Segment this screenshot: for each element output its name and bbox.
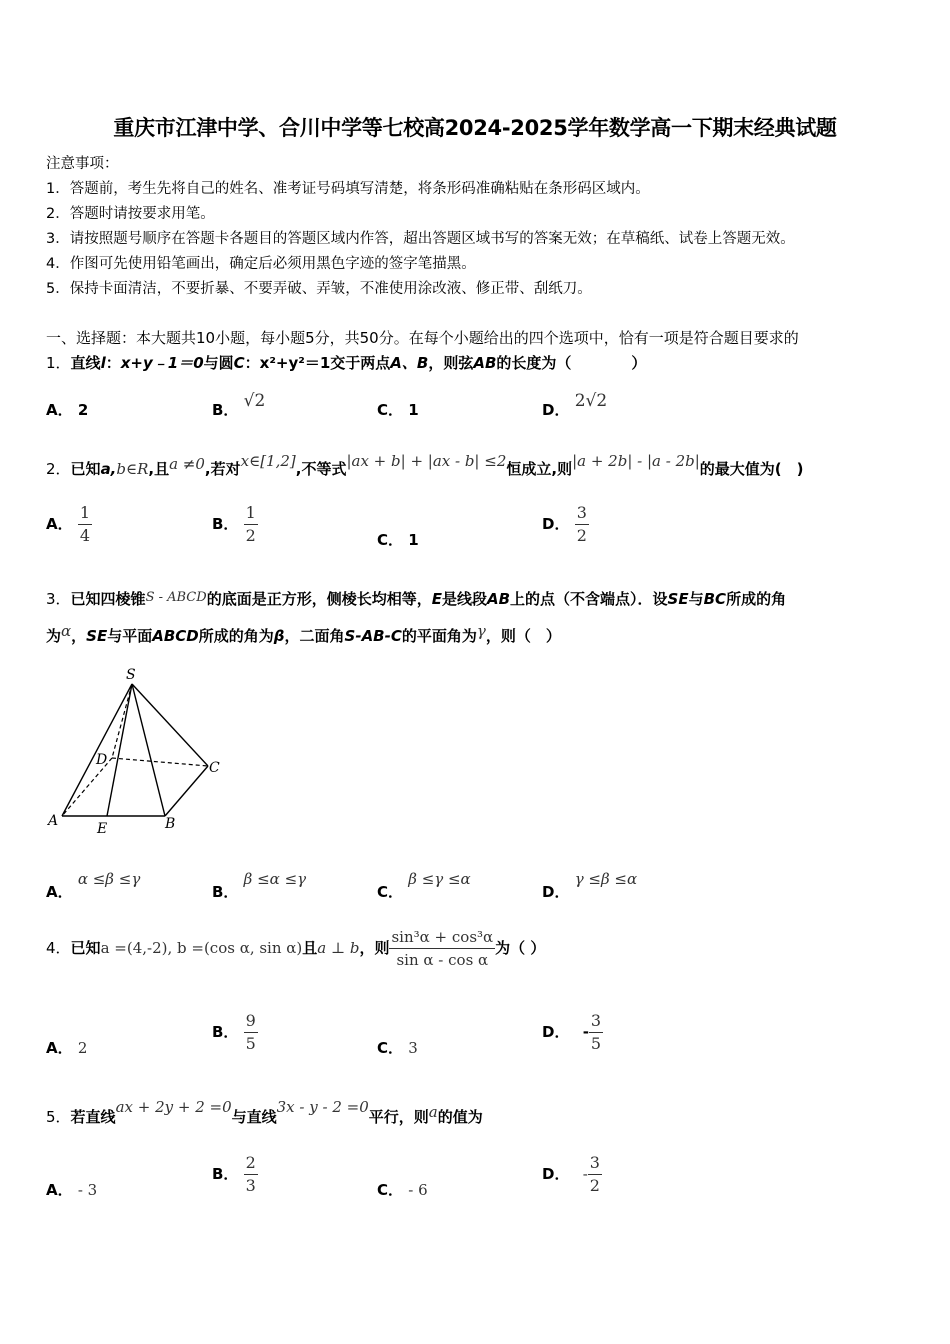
q1-text: 与圆 xyxy=(203,354,234,372)
question-3 xyxy=(46,588,786,609)
q4-option-d[interactable]: D． - $\frac{3}{5}$ xyxy=(542,1011,602,1053)
label-C: C xyxy=(209,760,220,776)
q3-text: 上的点（不含端点）．设 xyxy=(510,590,668,608)
q3-var: ABCD xyxy=(152,627,199,645)
question-number: 4． xyxy=(46,939,71,957)
q2-option-b[interactable]: B． $\frac{1}{2}$ xyxy=(212,503,256,545)
q3-option-a[interactable]: A． α ≤β ≤γ xyxy=(46,870,141,901)
q2-math: x∈[1,2] xyxy=(240,452,296,470)
q2-expression: |a + 2b| - |a - 2b| xyxy=(572,452,700,470)
note-item: 3．请按照题号顺序在答题卡各题目的答题区域内作答，超出答题区域书写的答案无效；在草稿纸、试卷上答题无效。 xyxy=(46,231,795,247)
q4-option-a[interactable]: A． 2 xyxy=(46,1039,88,1057)
q3-text: 所成的角 xyxy=(726,590,787,608)
q4-option-c[interactable]: C． 3 xyxy=(377,1039,418,1057)
q1-line-equation: x+y﹣1＝0 xyxy=(120,354,204,372)
edge-DC-hidden xyxy=(112,758,208,766)
question-3-line-2 xyxy=(46,622,561,646)
q3-text: 与平面 xyxy=(107,627,153,645)
q1-circle-equation: ：x²+y²＝1 xyxy=(244,354,331,372)
page-title: 重庆市江津中学、合川中学等七校高2024-2025学年数学高一下期末经典试题 xyxy=(113,116,837,140)
edge-SB xyxy=(132,684,165,816)
edge-SC xyxy=(132,684,208,766)
q2-math: a ≠0 xyxy=(169,455,205,473)
q1-text: ： xyxy=(105,354,121,372)
q1-chord: AB xyxy=(473,354,497,372)
q5-text: 平行，则 xyxy=(368,1108,429,1126)
q2-inequality: |ax + b| + |ax - b| ≤2 xyxy=(346,452,507,470)
note-item: 4．作图可先使用铅笔画出，确定后必须用黑色字迹的签字笔描黑。 xyxy=(46,256,476,272)
q1-text: 交于两点 xyxy=(330,354,391,372)
q3-option-b[interactable]: B． β ≤α ≤γ xyxy=(212,870,307,901)
question-number: 5． xyxy=(46,1108,71,1126)
q2-text: ,不等式 xyxy=(295,460,347,478)
edge-SA xyxy=(62,684,132,816)
q4-perpendicular: a ⊥ b xyxy=(317,939,360,957)
edge-SD-hidden xyxy=(112,684,132,758)
q5-line-2: 3x - y - 2 =0 xyxy=(276,1098,369,1116)
question-2 xyxy=(46,452,804,479)
label-B: B xyxy=(165,816,176,832)
q1-option-d[interactable]: D． 2√2 xyxy=(542,391,608,419)
q3-text: ， xyxy=(71,627,87,645)
q1-text: 直线 xyxy=(70,354,101,372)
q2-math: b∈R xyxy=(116,460,149,478)
q3-text: ，则（ ） xyxy=(485,627,561,645)
q3-text: 已知四棱锥 xyxy=(70,590,146,608)
question-5 xyxy=(46,1098,483,1127)
notes-heading: 注意事项： xyxy=(46,156,119,172)
q3-text: ，二面角 xyxy=(284,627,345,645)
q3-text: 是线段 xyxy=(441,590,487,608)
q5-option-d[interactable]: D． - $\frac{3}{2}$ xyxy=(542,1153,600,1195)
q4-text: ，则 xyxy=(359,939,390,957)
q3-var: SE xyxy=(86,627,108,645)
q3-angle: β xyxy=(273,627,285,645)
q3-text: 所成的角为 xyxy=(198,627,274,645)
edge-BC xyxy=(165,766,208,816)
q3-option-c[interactable]: C． β ≤γ ≤α xyxy=(377,870,471,901)
q2-option-d[interactable]: D． $\frac{3}{2}$ xyxy=(542,503,587,545)
q1-text: 的长度为（ ） xyxy=(496,354,647,372)
q4-fraction: $\frac{\text{sin³α + cos³α}}{\text{sin α - cos α}}$ xyxy=(391,928,494,969)
q2-option-a[interactable]: A． $\frac{1}{4}$ xyxy=(46,503,91,545)
question-number: 2． xyxy=(46,460,71,478)
q1-line-name: l xyxy=(100,354,106,372)
q3-text: 与 xyxy=(688,590,704,608)
q3-pyramid: S - ABCD xyxy=(145,590,207,605)
q5-option-c[interactable]: C． - 6 xyxy=(377,1181,428,1199)
pyramid-figure xyxy=(40,660,240,840)
q4-text: 已知 xyxy=(70,939,101,957)
q2-option-c[interactable]: C． 1 xyxy=(377,531,419,549)
question-4 xyxy=(46,926,545,971)
q5-option-a[interactable]: A． - 3 xyxy=(46,1181,98,1199)
q2-text: ,且 xyxy=(148,460,170,478)
q3-var: SE xyxy=(667,590,689,608)
q3-angle: γ xyxy=(476,622,486,640)
q4-vectors: a =(4,-2), b =(cos α, sin α) xyxy=(100,939,303,957)
q4-text: 为（ ） xyxy=(495,939,546,957)
q5-text: 与直线 xyxy=(231,1108,277,1126)
note-item: 5．保持卡面清洁，不要折暴、不要弄破、弄皱，不准使用涂改液、修正带、刮纸刀。 xyxy=(46,281,592,297)
q3-var: E xyxy=(431,590,442,608)
note-item: 2．答题时请按要求用笔。 xyxy=(46,206,215,222)
q2-var: a, xyxy=(100,460,117,478)
q1-text: ，则弦 xyxy=(428,354,474,372)
q2-text: 恒成立,则 xyxy=(506,460,573,478)
q3-option-d[interactable]: D． γ ≤β ≤α xyxy=(542,870,638,901)
q3-text: 为 xyxy=(46,627,62,645)
q2-text: 的最大值为( ) xyxy=(699,460,804,478)
q1-option-b[interactable]: B． √2 xyxy=(212,391,266,419)
q5-line-1: ax + 2y + 2 =0 xyxy=(115,1098,232,1116)
q1-circle-name: C xyxy=(233,354,245,372)
q3-var: S-AB-C xyxy=(344,627,402,645)
q4-text: 且 xyxy=(302,939,318,957)
label-S: S xyxy=(126,667,136,683)
q3-var: BC xyxy=(703,590,727,608)
question-number: 1． xyxy=(46,354,71,372)
q3-text: 的底面是正方形，侧棱长均相等， xyxy=(206,590,432,608)
label-E: E xyxy=(97,821,108,837)
label-A: A xyxy=(48,813,59,829)
question-1 xyxy=(46,352,646,373)
edge-SE xyxy=(107,684,132,816)
label-D: D xyxy=(96,752,108,768)
section-heading: 一、选择题：本大题共10小题，每小题5分，共50分。在每个小题给出的四个选项中，恰有一项是符合题目要求的 xyxy=(46,329,799,347)
q2-text: ,若对 xyxy=(204,460,241,478)
q2-text: 已知 xyxy=(70,460,101,478)
q3-var: AB xyxy=(486,590,511,608)
q1-option-a[interactable]: A． 2 xyxy=(46,401,89,419)
question-number: 3． xyxy=(46,590,71,608)
q5-option-b[interactable]: B． $\frac{2}{3}$ xyxy=(212,1153,256,1195)
q1-option-c[interactable]: C． 1 xyxy=(377,401,419,419)
note-item: 1．答题前，考生先将自己的姓名、准考证号码填写清楚，将条形码准确粘贴在条形码区域内。 xyxy=(46,181,650,197)
q5-var: a xyxy=(428,1103,438,1121)
q4-option-b[interactable]: B． $\frac{9}{5}$ xyxy=(212,1011,256,1053)
q5-text: 的值为 xyxy=(437,1108,483,1126)
q3-text: 的平面角为 xyxy=(401,627,477,645)
q5-text: 若直线 xyxy=(70,1108,116,1126)
q3-angle: α xyxy=(61,622,72,640)
q1-points: A、B xyxy=(390,354,429,372)
